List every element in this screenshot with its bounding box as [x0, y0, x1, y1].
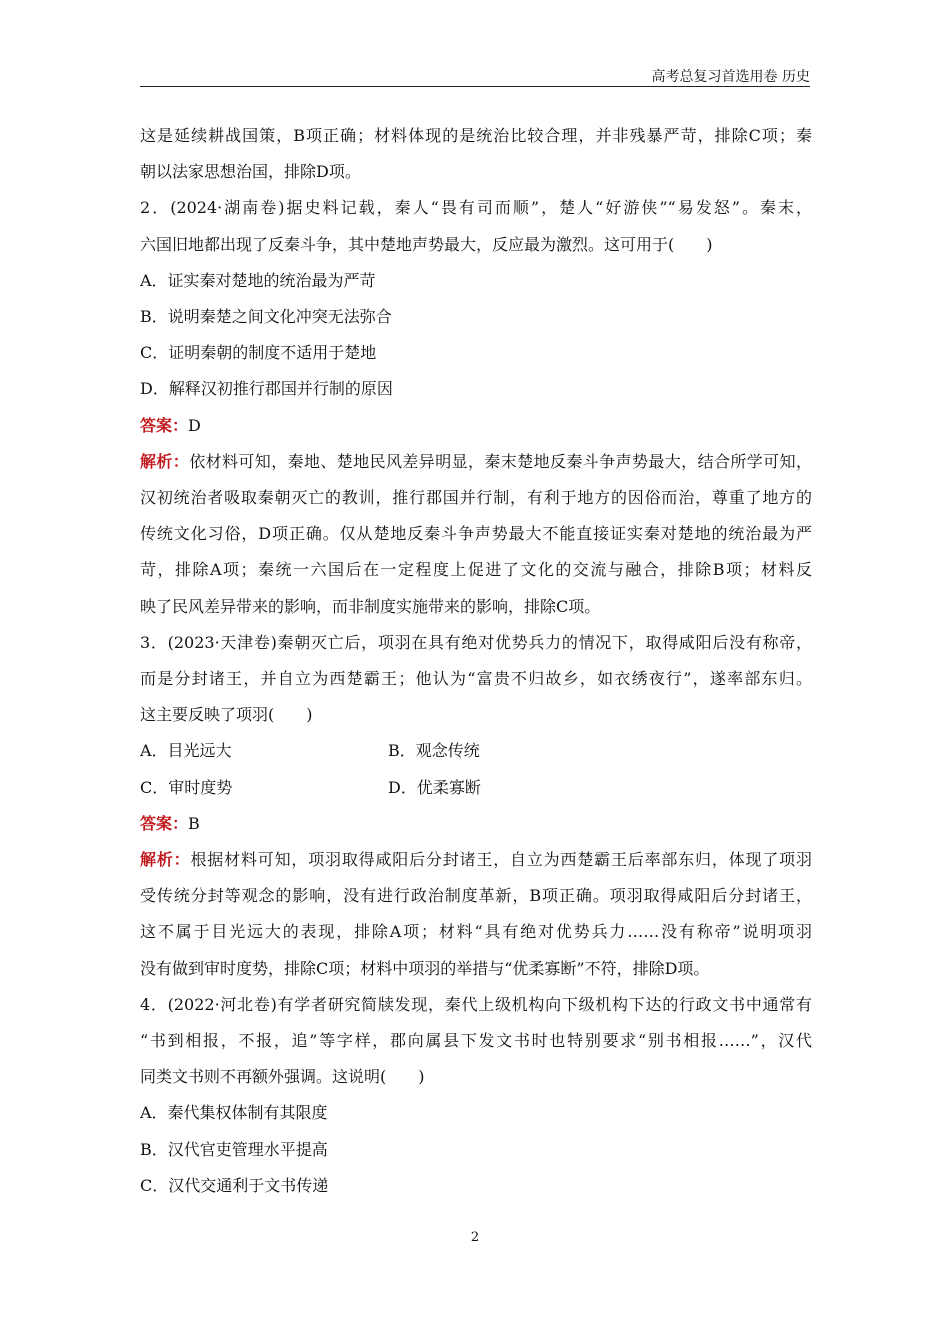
q4-stem-line: 同类文书则不再额外强调。这说明( )	[140, 1067, 425, 1087]
answer-label: 答案：	[140, 415, 189, 435]
q2-analysis-line: 映了民风差异带来的影响，而非制度实施带来的影响，排除C项。	[140, 596, 601, 616]
q3-analysis-line: 没有做到审时度势，排除C项；材料中项羽的举措与“优柔寡断”不符，排除D项。	[140, 958, 710, 978]
q2-answer	[140, 408, 812, 444]
q3-option-d: D．优柔寡断	[388, 777, 481, 797]
analysis-text: 依材料可知，秦地、楚地民风差异明显，秦末楚地反秦斗争声势最大，结合所学可知，	[189, 451, 812, 471]
header-title: 高考总复习首选用卷 历史	[651, 69, 810, 85]
q2-analysis-line: 汉初统治者吸取秦朝灭亡的教训，推行郡国并行制，有利于地方的因俗而治，尊重了地方的	[140, 488, 812, 508]
prev-analysis-line: 这是延续耕战国策，B项正确；材料体现的是统治比较合理，并非残暴严苛，排除C项；秦	[140, 126, 812, 145]
q4-option-b: B．汉代官吏管理水平提高	[140, 1139, 328, 1159]
q3-analysis-line: 受传统分封等观念的影响，没有进行政治制度革新，B项正确。项羽取得咸阳后分封诸王，	[140, 886, 812, 906]
q2-option-d: D．解释汉初推行郡国并行制的原因	[140, 379, 393, 399]
q3-stem-line: 而是分封诸王，并自立为西楚霸王；他认为“富贵不归故乡，如衣绣夜行”，遂率部东归。	[140, 669, 812, 689]
q3-stem-line: 这主要反映了项羽( )	[140, 705, 313, 725]
q4-option-c: C．汉代交通利于文书传递	[140, 1175, 329, 1195]
q2-stem-line: 六国旧地都出现了反秦斗争，其中楚地声势最大，反应最为激烈。这可用于( )	[140, 234, 713, 254]
page-footer	[0, 1230, 950, 1245]
q2-analysis-line: 苛，排除A项；秦统一六国后在一定程度上促进了文化的交流与融合，排除B项；材料反	[140, 560, 812, 580]
q2-analysis-line	[140, 444, 812, 480]
q3-analysis-line	[140, 842, 812, 878]
answer-value: B	[188, 813, 200, 833]
q3-option-c: C．审时度势	[140, 777, 233, 797]
page-number: 2	[470, 1230, 480, 1245]
q2-option-c: C．证明秦朝的制度不适用于楚地	[140, 343, 377, 363]
q3-analysis-line: 这不属于目光远大的表现，排除A项；材料“具有绝对优势兵力……没有称帝”说明项羽	[140, 922, 812, 942]
answer-value: D	[188, 415, 201, 435]
q3-stem-line: 3．(2023·天津卷)秦朝灭亡后，项羽在具有绝对优势兵力的情况下，取得咸阳后没有称帝，	[140, 632, 812, 652]
answer-label: 答案：	[140, 813, 189, 833]
q4-stem-line: “书到相报，不报，追”等字样，郡向属县下发文书时也特别要求“别书相报……”，汉代	[140, 1031, 812, 1051]
page-header	[140, 62, 810, 87]
q4-option-a: A．秦代集权体制有其限度	[140, 1103, 328, 1123]
q3-option-b: B．观念传统	[388, 741, 480, 761]
analysis-label: 解析：	[140, 451, 190, 471]
page-content	[140, 118, 812, 1204]
q3-options-row	[140, 770, 812, 806]
q2-stem-line: 2．(2024·湖南卷)据史料记载，秦人“畏有司而顺”，楚人“好游侠”“易发怒”。秦末，	[140, 198, 812, 218]
q3-answer	[140, 806, 812, 842]
analysis-text: 根据材料可知，项羽取得咸阳后分封诸王，自立为西楚霸王后率部东归，体现了项羽	[190, 850, 812, 870]
prev-analysis-line: 朝以法家思想治国，排除D项。	[140, 162, 361, 182]
q2-analysis-line: 传统文化习俗，D项正确。仅从楚地反秦斗争声势最大不能直接证实秦对楚地的统治最为严	[140, 524, 812, 544]
analysis-label: 解析：	[140, 850, 191, 870]
q4-stem-line: 4．(2022·河北卷)有学者研究简牍发现，秦代上级机构向下级机构下达的行政文书中通常有	[140, 994, 812, 1014]
q2-option-b: B．说明秦楚之间文化冲突无法弥合	[140, 307, 392, 327]
q2-option-a: A．证实秦对楚地的统治最为严苛	[140, 270, 376, 290]
q3-options-row	[140, 733, 812, 769]
q3-option-a: A．目光远大	[140, 741, 232, 761]
